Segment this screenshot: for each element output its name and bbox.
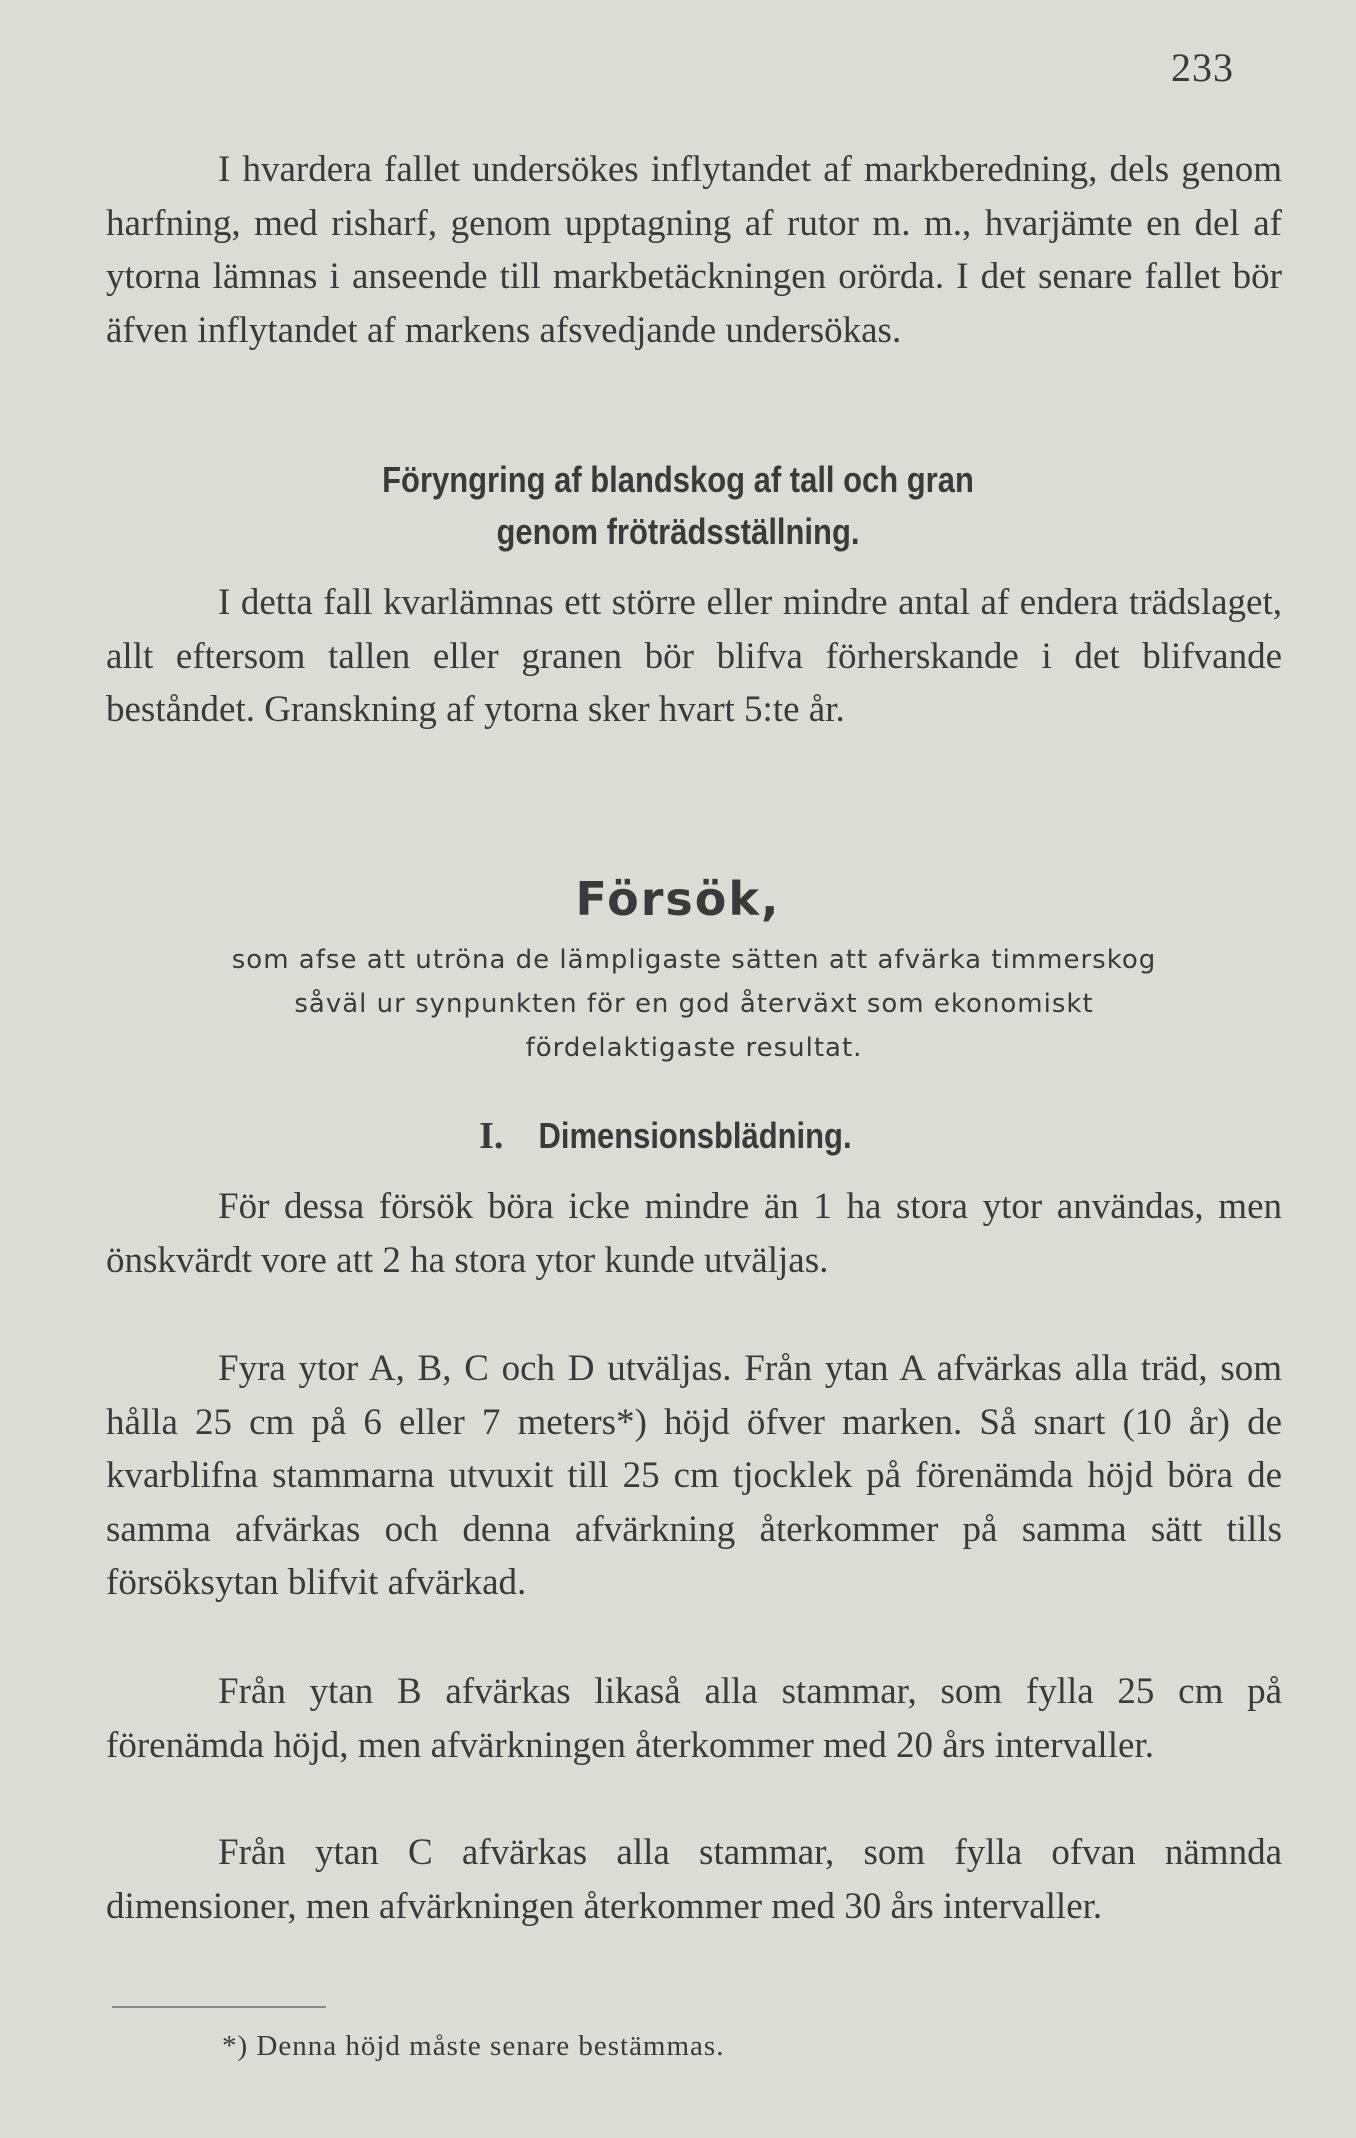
sub-heading-line-1: som afse att utröna de lämpligaste sätten att afvärka timmerskog [231, 945, 1157, 975]
sub-heading-line-2: såväl ur synpunkten för en god återväxt som ekonomiskt [294, 989, 1094, 1019]
heading-foryngring-line-2: genom fröträdsställning. [496, 511, 860, 552]
paragraph-ytan-b: Från ytan B afvärkas likaså alla stammar, som fylla 25 cm på förenämda höjd, men afvärkningen återkommer med 20 års intervaller. [106, 1671, 1282, 1766]
heading-foryngring-line-1: Föryngring af blandskog af tall och gran [382, 459, 974, 500]
section-title: Dimensionsblädning. [538, 1115, 852, 1156]
section-numeral: I. [479, 1115, 504, 1157]
paragraph-frotradsstallning: I detta fall kvarlämnas ett större eller mindre antal af endera trädslaget, allt eftersom tallen eller granen bör blifva förherskande i det blifvande beståndet. Granskning af ytorna sker hvart 5:te år. [106, 582, 1282, 730]
paragraph-markberedning: I hvardera fallet undersökes inflytandet af markberedning, dels genom harfning, med risharf, genom upptagning af rutor m. m., hvarjämte en del af ytorna lämnas i anseende till markbetäckningen orörda. I det senare fallet bör äfven inflytandet af markens afsvedjande undersökas. [106, 149, 1282, 351]
footnote-divider [112, 2006, 326, 2008]
sub-heading-line-3: fördelaktigaste resultat. [525, 1033, 863, 1063]
paragraph-ytan-c: Från ytan C afvärkas alla stammar, som fylla ofvan nämnda dimensioner, men afvärkningen återkommer med 30 års intervaller. [106, 1832, 1282, 1927]
page-number: 233 [1171, 45, 1234, 90]
footnote: *) Denna höjd måste senare bestämmas. [222, 2030, 725, 2062]
section-heading [0, 1114, 1356, 1158]
paragraph-ytan-a: Fyra ytor A, B, C och D utväljas. Från ytan A afvärkas alla träd, som hålla 25 cm på 6 eller 7 meters*) höjd öfver marken. Så snart (10 år) de kvarblifna stammarna utvuxit till 25 cm tjocklek på förenämda höjd böra de samma afvärkas och denna afvärkning återkommer på samma sätt tills försöksytan blifvit afvärkad. [106, 1348, 1282, 1603]
paragraph-forsok-ytor: För dessa försök böra icke mindre än 1 ha stora ytor användas, men önskvärdt vore att 2 ha stora ytor kunde utväljas. [106, 1186, 1282, 1281]
main-heading-forsok: Försök, [575, 872, 781, 926]
